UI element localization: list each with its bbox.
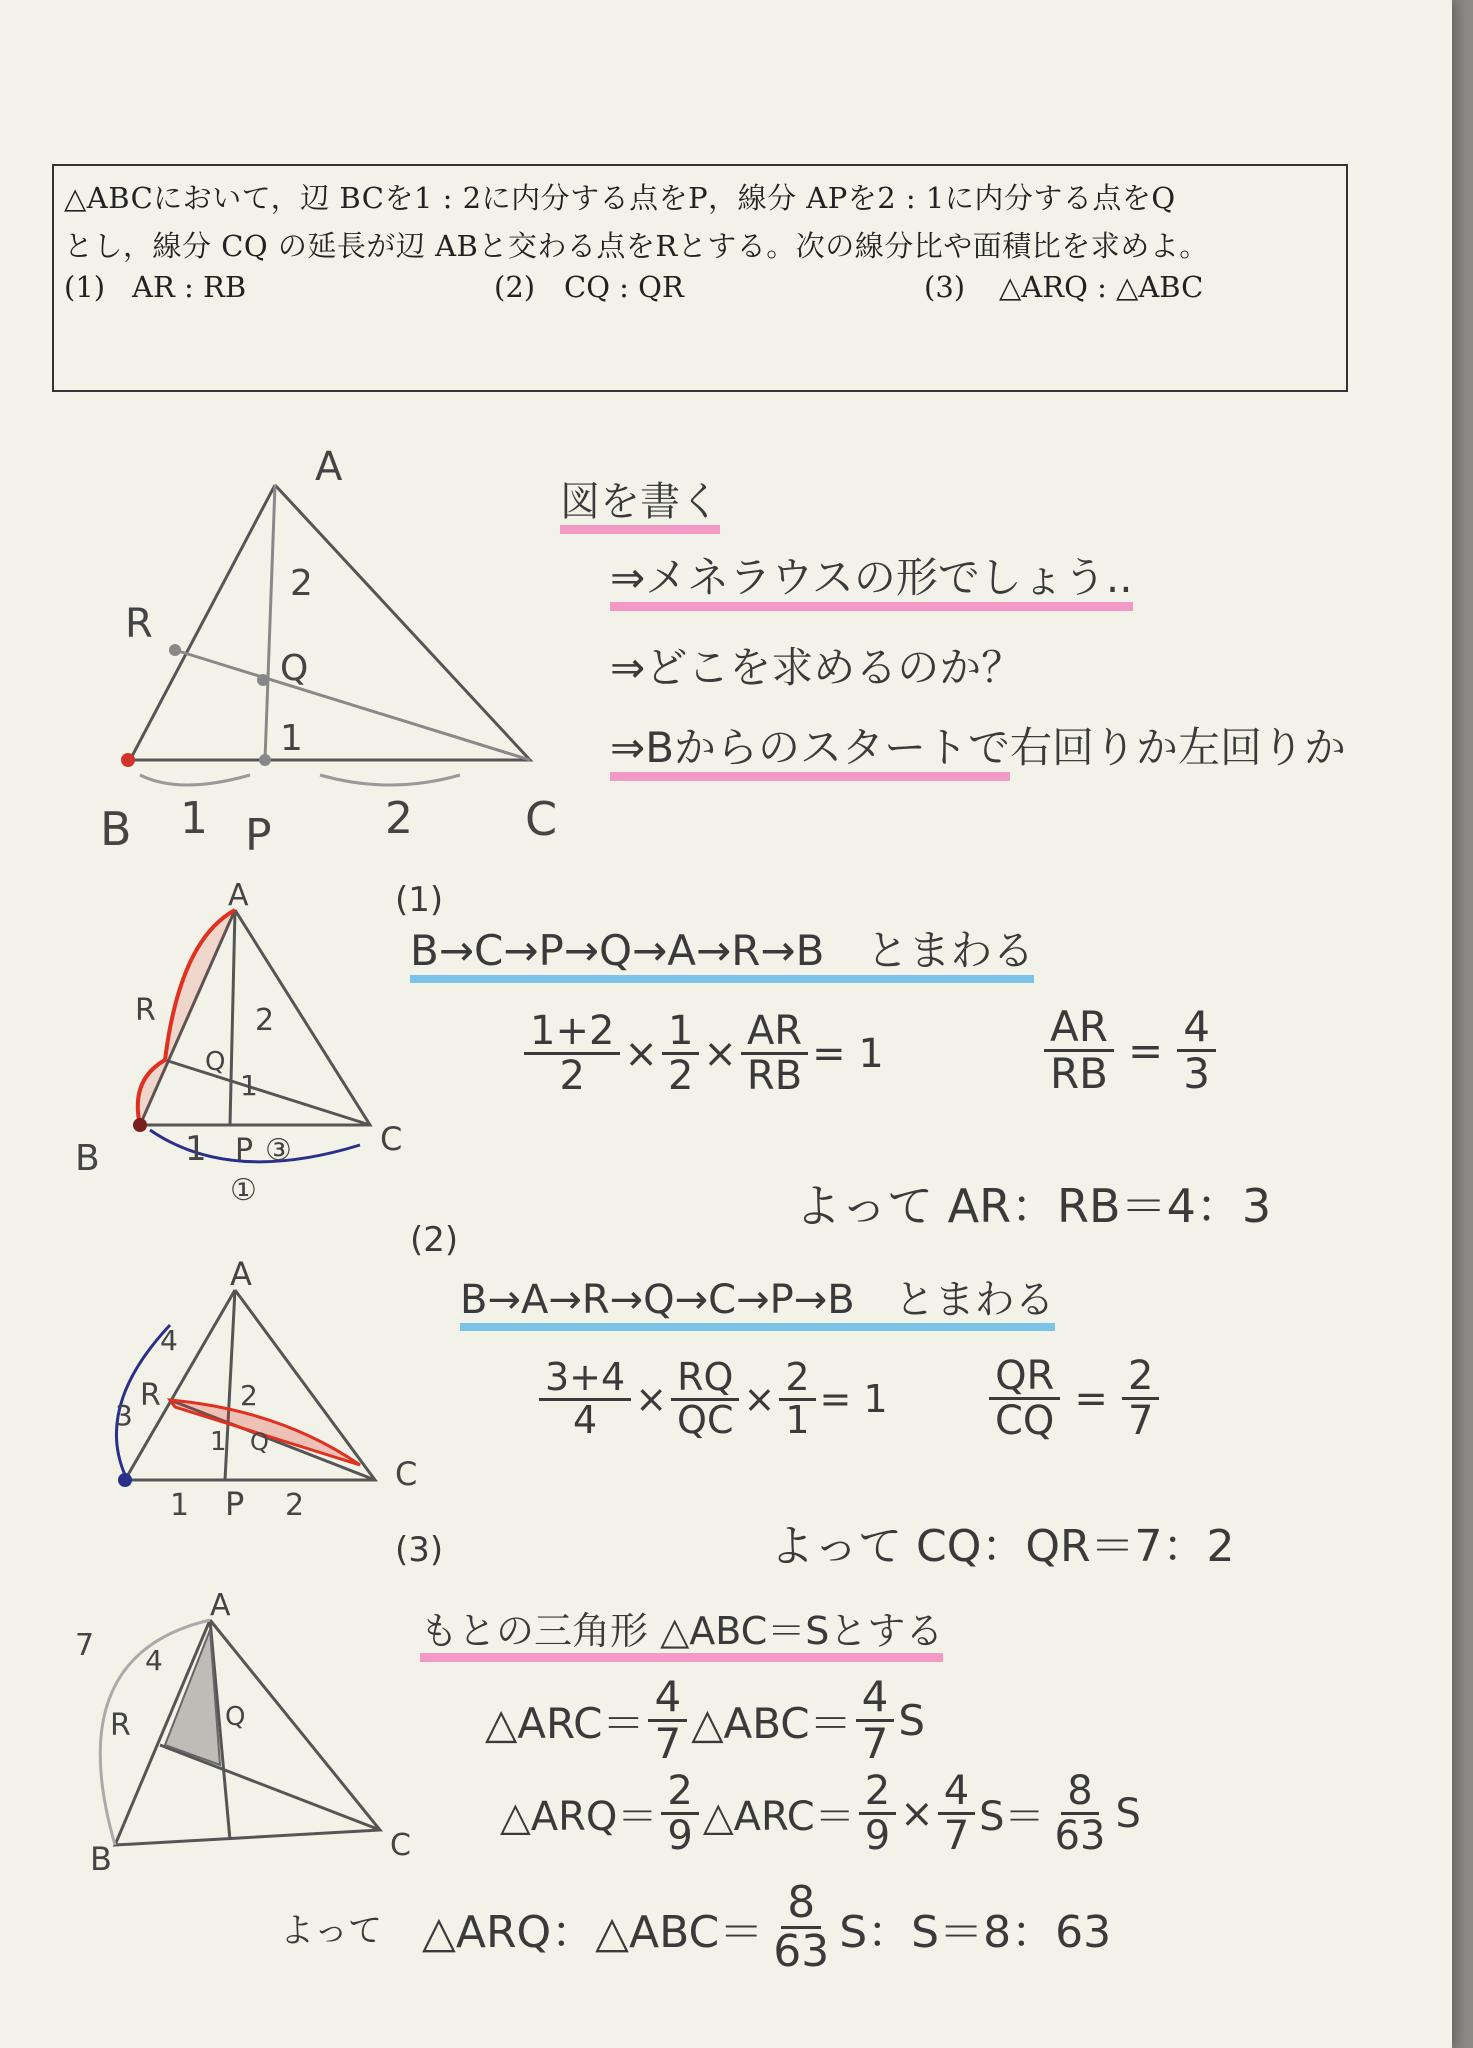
part2-route: B→A→R→Q→C→P→B とまわる: [460, 1268, 1055, 1325]
tip-start-direction: ⇒Bからのスタートで右回りか左回りか: [610, 715, 1346, 775]
label-pc: 2: [385, 793, 413, 844]
label-R: R: [125, 601, 153, 647]
tip-what-to-find: ⇒どこを求めるのか？: [610, 643, 1024, 692]
q1-number: (1): [64, 270, 106, 304]
p2-label-P: P: [225, 1485, 245, 1523]
p2-label-R: R: [140, 1378, 161, 1413]
p1-frac-3: $\frac{AR}{RB}$: [741, 1010, 808, 1097]
p2-label-Q: Q: [250, 1428, 269, 1456]
q1-text: AR : RB: [132, 270, 247, 304]
part1-ratio: $\frac{AR}{RB}$ = $\frac{4}{3}$: [1040, 1005, 1220, 1096]
q2-number: (2): [494, 270, 536, 304]
label-B: B: [100, 802, 132, 856]
part3-conclusion: よって △ARQ：△ABC＝ $\frac{8}{63}$ S：S＝8：63: [280, 1877, 1112, 1978]
label-C: C: [525, 792, 558, 846]
part2-ratio: $\frac{QR}{CQ}$ = $\frac{2}{7}$: [985, 1355, 1163, 1442]
p3-label-C: C: [390, 1828, 411, 1863]
p2-label-1: 1: [210, 1427, 227, 1457]
p1-frac-1: $\frac{1+2}{2}$: [524, 1010, 620, 1097]
label-P: P: [245, 810, 272, 861]
label-bp: 1: [180, 793, 208, 844]
p2-label-2: 2: [240, 1379, 258, 1412]
part3-label: (3): [395, 1530, 444, 1570]
part3-line-arq: △ARQ＝ $\frac{2}{9}$ △ARC＝ $\frac{2}{9}$ × $\frac{4}{7}$ S＝ $\frac{8}{63}$ S: [500, 1768, 1141, 1859]
part2-figure: [100, 1255, 440, 1525]
part3-figure: [70, 1588, 430, 1878]
label-qp: 1: [280, 718, 303, 759]
p3-label-B: B: [90, 1840, 112, 1878]
p2-label-bp: 1: [170, 1488, 190, 1523]
p2-label-A: A: [230, 1255, 252, 1293]
p1-label-R: R: [135, 993, 156, 1028]
p1-label-c2: ①: [230, 1173, 257, 1208]
p3-label-R: R: [110, 1708, 131, 1743]
label-aq: 2: [290, 563, 313, 604]
p1-label-c1: ③: [265, 1133, 292, 1168]
p1-label-A: A: [228, 878, 249, 913]
part3-intro: もとの三角形 △ABC＝Sとする: [420, 1600, 943, 1655]
q3-text: △ARQ : △ABC: [999, 270, 1204, 304]
p3-label-7: 7: [75, 1628, 95, 1663]
p1-label-P: P: [235, 1133, 254, 1168]
p3-label-4: 4: [145, 1644, 163, 1677]
p1-label-2: 2: [255, 1003, 275, 1038]
q3-number: (3): [924, 270, 966, 304]
main-triangle-figure: [100, 444, 560, 861]
problem-line-2: とし，線分 CQ の延長が辺 ABと交わる点をRとする。次の線分比や面積比を求めよ。: [64, 229, 1209, 263]
p3-label-Q: Q: [225, 1702, 246, 1732]
p2-label-4: 4: [160, 1324, 178, 1357]
p1-frac-2: $\frac{1}{2}$: [662, 1010, 699, 1097]
q2-text: CQ : QR: [564, 270, 684, 304]
tip-menelaus: ⇒メネラウスの形でしょう..: [610, 545, 1133, 605]
problem-statement-box: [52, 164, 1348, 392]
part1-route: B→C→P→Q→A→R→B とまわる: [410, 918, 1034, 978]
part1-answer: よって AR：RB＝4：3: [795, 1179, 1272, 1233]
sub-questions: [64, 270, 1336, 314]
part3-line-arc: △ARC＝ $\frac{4}{7}$ △ABC＝ $\frac{4}{7}$ S: [485, 1672, 926, 1769]
problem-line-1: △ABCにおいて，辺 BCを1 : 2に内分する点をP，線分 APを2 : 1に内分する点をQ: [64, 181, 1176, 215]
part1-label: (1): [395, 880, 444, 920]
p1-label-bp: 1: [185, 1129, 207, 1169]
p3-label-A: A: [210, 1588, 231, 1623]
part2-equation: $\frac{3+4}{4}$ × $\frac{RQ}{QC}$ × $\frac{2}{1}$ = 1: [535, 1358, 888, 1441]
part1-figure: [60, 878, 403, 1220]
part2-answer: よって CQ：QR＝7：2: [770, 1521, 1235, 1572]
part1-equation: $\frac{1+2}{2}$ × $\frac{1}{2}$ × $\frac{AR}{RB}$ = 1: [520, 1010, 884, 1097]
p1-label-B: B: [75, 1138, 100, 1179]
p2-label-3: 3: [115, 1399, 133, 1432]
p2-label-C: C: [395, 1455, 418, 1493]
p1-label-1: 1: [240, 1069, 258, 1102]
p1-label-C: C: [380, 1120, 403, 1158]
part2-label: (2): [410, 1220, 459, 1260]
p2-label-pc: 2: [285, 1488, 305, 1523]
label-A: A: [315, 444, 343, 490]
p1-label-Q: Q: [205, 1047, 226, 1077]
label-Q: Q: [280, 648, 309, 689]
tip-draw: 図を書く: [560, 470, 720, 527]
